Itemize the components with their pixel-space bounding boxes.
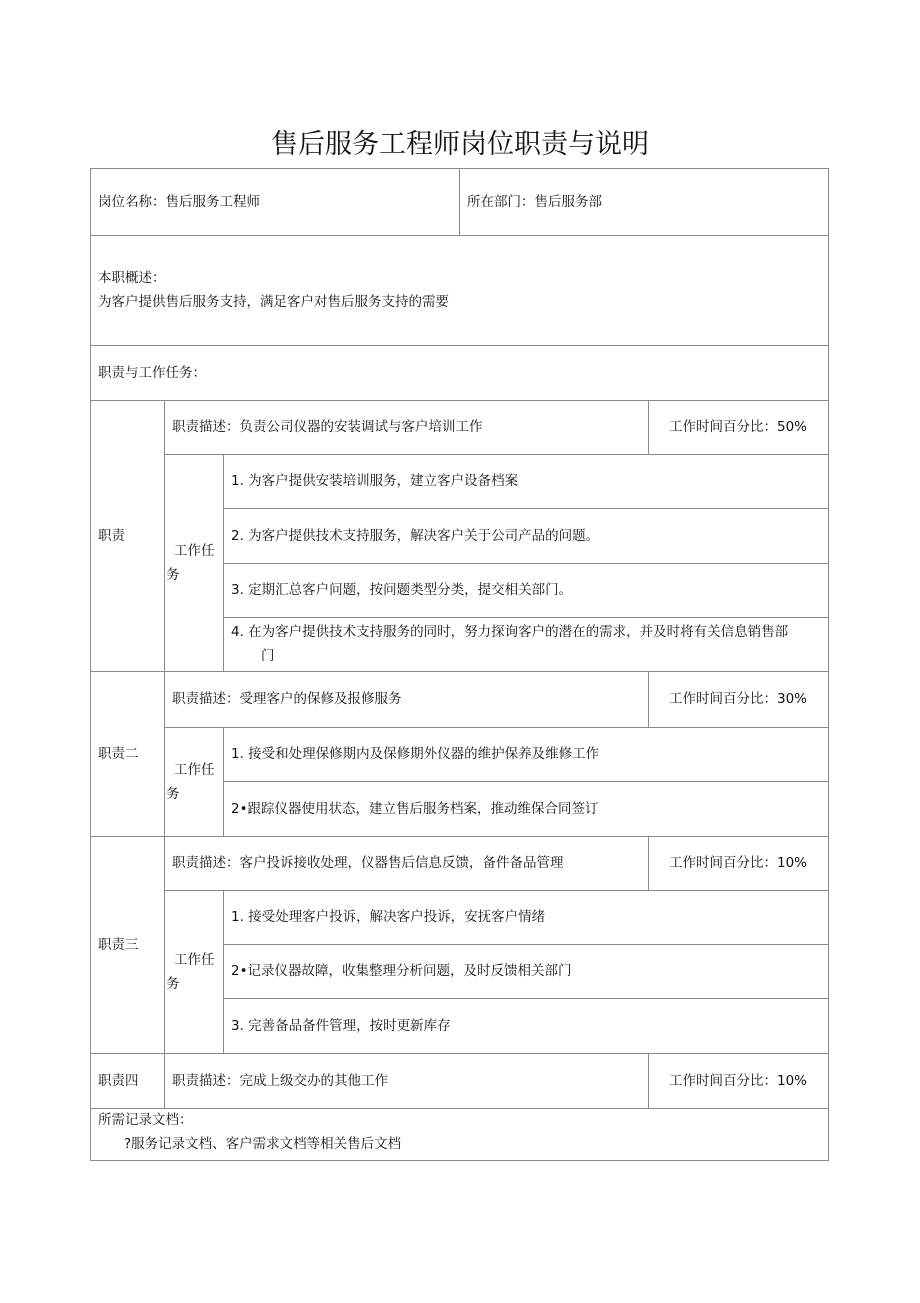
task-item bbox=[223, 617, 829, 672]
task-item: 1. 接受和处理保修期内及保修期外仪器的维护保养及维修工作 bbox=[223, 727, 829, 782]
duty-pct: 工作时间百分比：10% bbox=[648, 836, 829, 891]
task-label bbox=[164, 890, 224, 1054]
duty-name: 职责二 bbox=[90, 671, 165, 837]
duty-name: 职责 bbox=[90, 400, 165, 672]
duty-desc: 职责描述：受理客户的保修及报修服务 bbox=[164, 671, 649, 728]
task-text: 门 bbox=[261, 648, 275, 664]
task-item: 3. 完善备品备件管理，按时更新库存 bbox=[223, 998, 829, 1054]
duty-name: 职责四 bbox=[90, 1053, 165, 1109]
task-label-line: 务 bbox=[166, 785, 180, 802]
task-item: 1. 接受处理客户投诉，解决客户投诉，安抚客户情绪 bbox=[223, 890, 829, 945]
overview-label: 本职概述： bbox=[98, 270, 166, 286]
task-label-line: 工作任 bbox=[174, 761, 215, 778]
task-item: 3. 定期汇总客户问题，按问题类型分类，提交相关部门。 bbox=[223, 563, 829, 618]
duty-pct: 工作时间百分比：50% bbox=[648, 400, 829, 455]
duty-name: 职责三 bbox=[90, 836, 165, 1054]
duty-desc: 职责描述：完成上级交办的其他工作 bbox=[164, 1053, 649, 1109]
task-label-line: 工作任 bbox=[174, 951, 215, 968]
overview-cell bbox=[90, 235, 829, 346]
page-title: 售后服务工程师岗位职责与说明 bbox=[271, 129, 649, 160]
duties-label: 职责与工作任务： bbox=[90, 345, 829, 401]
task-item: 2. 为客户提供技术支持服务，解决客户关于公司产品的问题。 bbox=[223, 508, 829, 564]
task-label-line: 务 bbox=[166, 975, 180, 992]
duty-desc: 职责描述：负责公司仪器的安装调试与客户培训工作 bbox=[164, 400, 649, 455]
task-label-line: 工作任 bbox=[174, 542, 215, 559]
task-label bbox=[164, 454, 224, 672]
docs-label: 所需记录文档： bbox=[98, 1112, 193, 1128]
task-item: 2•跟踪仪器使用状态，建立售后服务档案，推动维保合同签订 bbox=[223, 781, 829, 837]
task-label bbox=[164, 727, 224, 837]
duty-desc: 职责描述：客户投诉接收处理，仪器售后信息反馈，备件备品管理 bbox=[164, 836, 649, 891]
task-item: 1. 为客户提供安装培训服务，建立客户设备档案 bbox=[223, 454, 829, 509]
overview-text: 为客户提供售后服务支持，满足客户对售后服务支持的需要 bbox=[98, 294, 449, 310]
task-label-line: 务 bbox=[166, 566, 180, 583]
duty-pct: 工作时间百分比：30% bbox=[648, 671, 829, 728]
duty-pct: 工作时间百分比：10% bbox=[648, 1053, 829, 1109]
task-item: 2•记录仪器故障，收集整理分析问题，及时反馈相关部门 bbox=[223, 944, 829, 999]
department: 所在部门：售后服务部 bbox=[459, 168, 829, 236]
docs-cell bbox=[90, 1108, 829, 1161]
task-text: 4. 在为客户提供技术支持服务的同时，努力探询客户的潜在的需求，并及时将有关信息销售部 bbox=[231, 624, 789, 640]
docs-text: ?服务记录文档、客户需求文档等相关售后文档 bbox=[124, 1136, 402, 1152]
position-name: 岗位名称：售后服务工程师 bbox=[90, 168, 460, 236]
